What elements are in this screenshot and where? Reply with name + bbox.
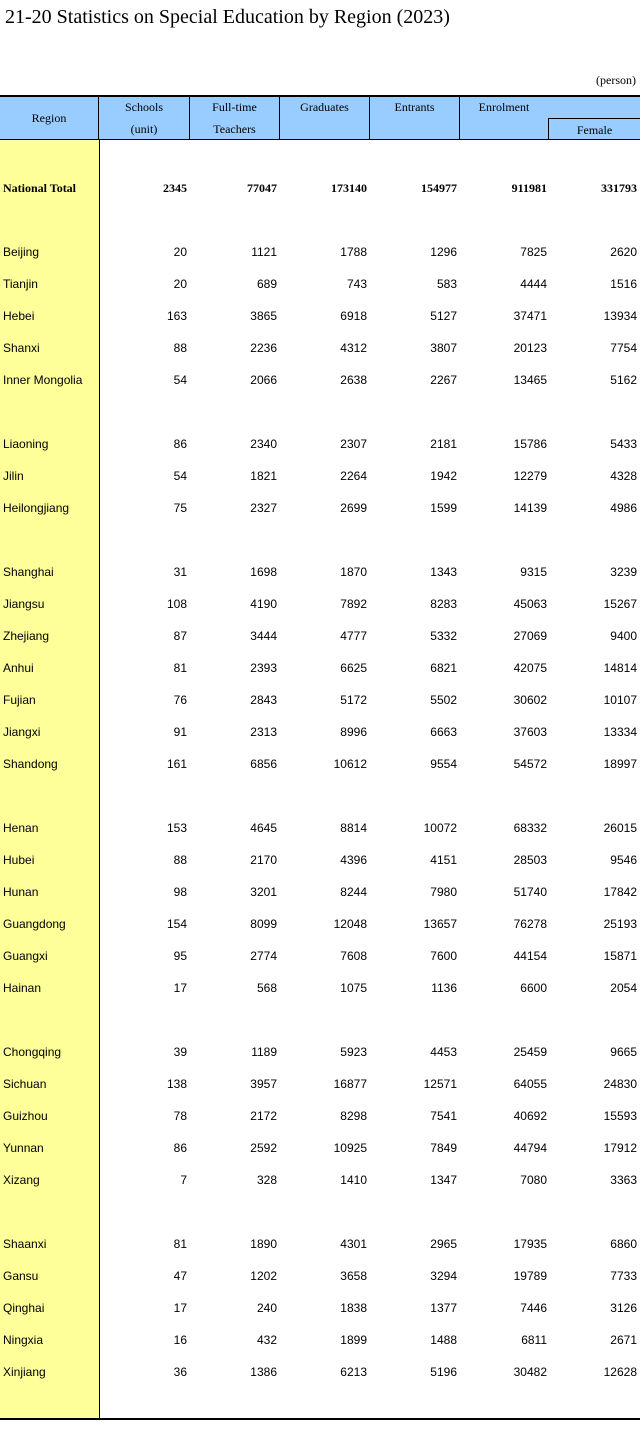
cell-female: 5162 [610, 373, 637, 387]
cell-enrolment: 37471 [513, 309, 547, 323]
cell-female: 12628 [603, 1365, 637, 1379]
cell-schools: 17 [173, 1301, 187, 1315]
cell-schools: 81 [173, 661, 187, 675]
cell-graduates: 4396 [340, 853, 367, 867]
table-row [0, 469, 640, 489]
cell-female: 4986 [610, 501, 637, 515]
cell-female: 7754 [610, 341, 637, 355]
cell-schools: 91 [173, 725, 187, 739]
cell-teachers: 2774 [250, 949, 277, 963]
table-row [0, 1109, 640, 1129]
table-row [0, 341, 640, 361]
table-row [0, 853, 640, 873]
cell-graduates: 1838 [340, 1301, 367, 1315]
cell-teachers: 2066 [250, 373, 277, 387]
table-row [0, 981, 640, 1001]
region-name: Guangxi [3, 949, 48, 963]
table-row [0, 1141, 640, 1161]
table-row [0, 1237, 640, 1257]
cell-entrants: 2965 [430, 1237, 457, 1251]
cell-graduates: 4312 [340, 341, 367, 355]
total-row [0, 181, 640, 201]
cell-graduates: 2699 [340, 501, 367, 515]
cell-enrolment: 40692 [513, 1109, 547, 1123]
cell-teachers: 568 [256, 981, 277, 995]
header-entrants-label: Entrants [394, 100, 435, 114]
region-name: Chongqing [3, 1045, 62, 1059]
cell-female: 9665 [610, 1045, 637, 1059]
cell-graduates: 1899 [340, 1333, 367, 1347]
cell-teachers: 77047 [247, 181, 277, 195]
cell-schools: 47 [173, 1269, 187, 1283]
cell-female: 17842 [603, 885, 637, 899]
cell-enrolment: 45063 [513, 597, 547, 611]
header-graduates-label: Graduates [300, 100, 349, 114]
cell-entrants: 7980 [430, 885, 457, 899]
region-name: Liaoning [3, 437, 49, 451]
table-row [0, 661, 640, 681]
cell-female: 26015 [603, 821, 637, 835]
table-row [0, 597, 640, 617]
page-title: 21-20 Statistics on Special Education by Region (2023) [5, 6, 450, 28]
cell-entrants: 3807 [430, 341, 457, 355]
cell-teachers: 3201 [250, 885, 277, 899]
cell-graduates: 1075 [340, 981, 367, 995]
cell-female: 13934 [603, 309, 637, 323]
cell-female: 13334 [603, 725, 637, 739]
table-row [0, 565, 640, 585]
region-name: Guizhou [3, 1109, 48, 1123]
header-teachers-label-1: Full-time [212, 100, 257, 114]
cell-teachers: 4190 [250, 597, 277, 611]
cell-graduates: 2638 [340, 373, 367, 387]
cell-entrants: 8283 [430, 597, 457, 611]
region-name: Beijing [3, 245, 40, 259]
cell-entrants: 7541 [430, 1109, 457, 1123]
cell-teachers: 1821 [250, 469, 277, 483]
cell-enrolment: 20123 [513, 341, 547, 355]
cell-schools: 54 [173, 469, 187, 483]
cell-enrolment: 44154 [513, 949, 547, 963]
cell-graduates: 1870 [340, 565, 367, 579]
cell-schools: 2345 [163, 181, 187, 195]
cell-enrolment: 27069 [513, 629, 547, 643]
cell-entrants: 4151 [430, 853, 457, 867]
cell-schools: 75 [173, 501, 187, 515]
cell-enrolment: 64055 [513, 1077, 547, 1091]
region-name: Shandong [3, 757, 58, 771]
table-row [0, 821, 640, 841]
cell-enrolment: 30482 [513, 1365, 547, 1379]
cell-graduates: 1410 [340, 1173, 367, 1187]
region-name: Xizang [3, 1173, 40, 1187]
cell-schools: 20 [173, 277, 187, 291]
cell-graduates: 743 [346, 277, 367, 291]
region-name: Xinjiang [3, 1365, 46, 1379]
cell-schools: 138 [166, 1077, 187, 1091]
cell-graduates: 1788 [340, 245, 367, 259]
cell-female: 15593 [603, 1109, 637, 1123]
table-row [0, 757, 640, 777]
cell-enrolment: 30602 [513, 693, 547, 707]
cell-female: 2054 [610, 981, 637, 995]
header-entrants [370, 97, 459, 140]
cell-enrolment: 68332 [513, 821, 547, 835]
cell-enrolment: 19789 [513, 1269, 547, 1283]
cell-graduates: 5923 [340, 1045, 367, 1059]
cell-schools: 161 [166, 757, 187, 771]
table-row [0, 1365, 640, 1385]
cell-schools: 87 [173, 629, 187, 643]
cell-graduates: 7892 [340, 597, 367, 611]
cell-enrolment: 42075 [513, 661, 547, 675]
cell-entrants: 1942 [430, 469, 457, 483]
table-row [0, 917, 640, 937]
header-teachers [190, 97, 279, 140]
header-schools [99, 97, 189, 140]
cell-female: 1516 [610, 277, 637, 291]
region-name: Fujian [3, 693, 36, 707]
region-name: Gansu [3, 1269, 39, 1283]
cell-entrants: 1377 [430, 1301, 457, 1315]
cell-graduates: 6918 [340, 309, 367, 323]
cell-teachers: 1386 [250, 1365, 277, 1379]
cell-schools: 17 [173, 981, 187, 995]
cell-schools: 153 [166, 821, 187, 835]
cell-teachers: 240 [256, 1301, 277, 1315]
unit-note: (person) [596, 73, 636, 87]
table-row [0, 1301, 640, 1321]
cell-female: 3126 [610, 1301, 637, 1315]
cell-graduates: 2307 [340, 437, 367, 451]
cell-schools: 154 [166, 917, 187, 931]
cell-teachers: 8099 [250, 917, 277, 931]
cell-teachers: 328 [256, 1173, 277, 1187]
cell-female: 14814 [603, 661, 637, 675]
table-row [0, 725, 640, 745]
cell-entrants: 1296 [430, 245, 457, 259]
cell-schools: 36 [173, 1365, 187, 1379]
cell-teachers: 2172 [250, 1109, 277, 1123]
cell-enrolment: 13465 [513, 373, 547, 387]
cell-teachers: 2170 [250, 853, 277, 867]
table-row [0, 885, 640, 905]
cell-female: 9400 [610, 629, 637, 643]
cell-enrolment: 7446 [520, 1301, 547, 1315]
header-region-label: Region [31, 111, 67, 125]
cell-schools: 88 [173, 853, 187, 867]
cell-entrants: 1347 [430, 1173, 457, 1187]
cell-graduates: 8244 [340, 885, 367, 899]
cell-schools: 16 [173, 1333, 187, 1347]
cell-graduates: 4777 [340, 629, 367, 643]
cell-female: 24830 [603, 1077, 637, 1091]
cell-graduates: 2264 [340, 469, 367, 483]
header-female [549, 119, 640, 140]
region-name: National Total [3, 181, 77, 195]
cell-graduates: 7608 [340, 949, 367, 963]
region-name: Ningxia [3, 1333, 44, 1347]
cell-enrolment: 37603 [513, 725, 547, 739]
cell-enrolment: 44794 [513, 1141, 547, 1155]
cell-teachers: 1189 [251, 1045, 277, 1059]
cell-entrants: 9554 [430, 757, 457, 771]
cell-teachers: 1890 [250, 1237, 277, 1251]
region-name: Yunnan [3, 1141, 44, 1155]
cell-schools: 7 [180, 1173, 187, 1187]
region-name: Tianjin [3, 277, 38, 291]
region-name: Shaanxi [3, 1237, 47, 1251]
header-enrolment-label: Enrolment [478, 100, 530, 114]
cell-enrolment: 7080 [520, 1173, 547, 1187]
cell-graduates: 8814 [340, 821, 367, 835]
cell-graduates: 12048 [333, 917, 367, 931]
cell-enrolment: 7825 [520, 245, 547, 259]
cell-entrants: 1488 [430, 1333, 457, 1347]
cell-female: 6860 [610, 1237, 637, 1251]
cell-teachers: 2393 [250, 661, 277, 675]
cell-entrants: 154977 [421, 181, 457, 195]
cell-enrolment: 76278 [513, 917, 547, 931]
table-row [0, 629, 640, 649]
cell-entrants: 5196 [430, 1365, 457, 1379]
table-row [0, 949, 640, 969]
cell-entrants: 2267 [430, 373, 457, 387]
cell-schools: 20 [173, 245, 187, 259]
cell-female: 3363 [610, 1173, 637, 1187]
cell-schools: 98 [173, 885, 187, 899]
cell-entrants: 1599 [430, 501, 457, 515]
cell-female: 9546 [610, 853, 637, 867]
header-graduates [280, 97, 369, 140]
region-name: Anhui [3, 661, 34, 675]
cell-schools: 86 [173, 437, 187, 451]
cell-teachers: 689 [256, 277, 277, 291]
cell-female: 17912 [603, 1141, 637, 1155]
table-bottom-rule [0, 1418, 640, 1420]
cell-entrants: 5502 [430, 693, 457, 707]
cell-entrants: 4453 [430, 1045, 457, 1059]
cell-enrolment: 51740 [513, 885, 547, 899]
cell-female: 15267 [603, 597, 637, 611]
region-name: Jilin [3, 469, 24, 483]
cell-entrants: 6821 [430, 661, 457, 675]
cell-entrants: 12571 [423, 1077, 457, 1091]
table-row [0, 1269, 640, 1289]
cell-teachers: 1698 [250, 565, 277, 579]
cell-graduates: 173140 [331, 181, 367, 195]
cell-entrants: 1343 [430, 565, 457, 579]
cell-female: 3239 [610, 565, 637, 579]
cell-schools: 78 [173, 1109, 187, 1123]
cell-graduates: 6213 [340, 1365, 367, 1379]
region-name: Hainan [3, 981, 42, 995]
cell-female: 2620 [610, 245, 637, 259]
header-teachers-label-2: Teachers [213, 122, 256, 136]
table-row [0, 1333, 640, 1353]
region-name: Hunan [3, 885, 39, 899]
cell-graduates: 5172 [340, 693, 367, 707]
region-name: Jiangxi [3, 725, 41, 739]
cell-enrolment: 4444 [520, 277, 547, 291]
cell-teachers: 3444 [250, 629, 277, 643]
table-body [0, 140, 640, 1419]
cell-teachers: 1121 [251, 245, 277, 259]
region-name: Guangdong [3, 917, 66, 931]
table-row [0, 309, 640, 329]
cell-graduates: 6625 [340, 661, 367, 675]
cell-entrants: 7600 [430, 949, 457, 963]
cell-enrolment: 14139 [513, 501, 547, 515]
cell-enrolment: 6600 [520, 981, 547, 995]
cell-entrants: 5127 [430, 309, 457, 323]
cell-graduates: 8996 [340, 725, 367, 739]
cell-graduates: 16877 [333, 1077, 367, 1091]
table-row [0, 693, 640, 713]
table-row [0, 1045, 640, 1065]
cell-graduates: 3658 [340, 1269, 367, 1283]
cell-graduates: 10612 [333, 757, 367, 771]
table-row [0, 373, 640, 393]
cell-entrants: 10072 [423, 821, 457, 835]
region-name: Shanxi [3, 341, 40, 355]
region-name: Sichuan [3, 1077, 47, 1091]
cell-teachers: 3957 [250, 1077, 277, 1091]
table-row [0, 1173, 640, 1193]
cell-teachers: 2340 [250, 437, 277, 451]
region-name: Hebei [3, 309, 35, 323]
cell-teachers: 2592 [250, 1141, 277, 1155]
table-row [0, 501, 640, 521]
cell-enrolment: 911981 [511, 181, 547, 195]
table-row [0, 437, 640, 457]
cell-female: 10107 [603, 693, 637, 707]
cell-female: 331793 [601, 181, 637, 195]
cell-entrants: 5332 [430, 629, 457, 643]
table-row [0, 245, 640, 265]
cell-teachers: 1202 [250, 1269, 277, 1283]
cell-female: 18997 [603, 757, 637, 771]
region-name: Heilongjiang [3, 501, 70, 515]
cell-teachers: 4645 [250, 821, 277, 835]
region-name: Jiangsu [3, 597, 45, 611]
cell-schools: 31 [173, 565, 187, 579]
cell-teachers: 432 [256, 1333, 277, 1347]
cell-schools: 39 [173, 1045, 187, 1059]
cell-graduates: 10925 [333, 1141, 367, 1155]
cell-teachers: 6856 [250, 757, 277, 771]
cell-teachers: 2236 [250, 341, 277, 355]
cell-enrolment: 25459 [513, 1045, 547, 1059]
cell-entrants: 7849 [430, 1141, 457, 1155]
cell-entrants: 583 [436, 277, 457, 291]
cell-teachers: 2327 [250, 501, 277, 515]
region-name: Qinghai [3, 1301, 45, 1315]
cell-schools: 86 [173, 1141, 187, 1155]
cell-female: 2671 [610, 1333, 637, 1347]
region-column-band [0, 140, 100, 1419]
cell-graduates: 8298 [340, 1109, 367, 1123]
cell-schools: 88 [173, 341, 187, 355]
cell-teachers: 2313 [250, 725, 277, 739]
cell-enrolment: 15786 [513, 437, 547, 451]
cell-enrolment: 12279 [513, 469, 547, 483]
cell-female: 4328 [610, 469, 637, 483]
region-name: Shanghai [3, 565, 54, 579]
cell-schools: 54 [173, 373, 187, 387]
header-enrolment [460, 97, 548, 140]
cell-schools: 95 [173, 949, 187, 963]
cell-enrolment: 17935 [513, 1237, 547, 1251]
cell-entrants: 6663 [430, 725, 457, 739]
region-name: Hubei [3, 853, 35, 867]
cell-female: 5433 [610, 437, 637, 451]
cell-female: 25193 [603, 917, 637, 931]
cell-entrants: 3294 [430, 1269, 457, 1283]
header-schools-label: Schools [124, 100, 163, 114]
cell-entrants: 13657 [423, 917, 457, 931]
cell-schools: 108 [166, 597, 187, 611]
table-header [0, 95, 640, 140]
region-name: Henan [3, 821, 39, 835]
cell-schools: 163 [166, 309, 187, 323]
cell-enrolment: 6811 [521, 1333, 547, 1347]
cell-schools: 76 [173, 693, 187, 707]
cell-schools: 81 [173, 1237, 187, 1251]
cell-entrants: 2181 [430, 437, 457, 451]
cell-enrolment: 9315 [520, 565, 547, 579]
cell-enrolment: 54572 [513, 757, 547, 771]
cell-graduates: 4301 [340, 1237, 367, 1251]
table-row [0, 1077, 640, 1097]
header-female-label: Female [576, 123, 613, 137]
cell-teachers: 2843 [250, 693, 277, 707]
cell-entrants: 1136 [431, 981, 457, 995]
cell-teachers: 3865 [250, 309, 277, 323]
cell-female: 15871 [603, 949, 637, 963]
region-name: Zhejiang [3, 629, 50, 643]
region-name: Inner Mongolia [3, 373, 83, 387]
header-region [0, 97, 98, 140]
header-schools-unit: (unit) [130, 122, 158, 136]
cell-female: 7733 [610, 1269, 637, 1283]
table-row [0, 277, 640, 297]
cell-enrolment: 28503 [513, 853, 547, 867]
